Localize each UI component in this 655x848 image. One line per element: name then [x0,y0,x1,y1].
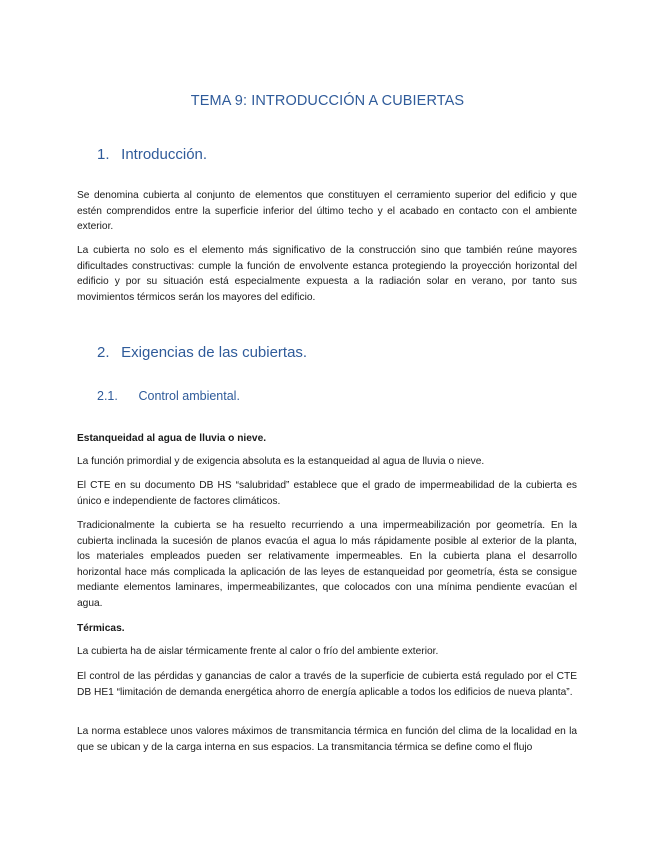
section-title: Introducción. [121,146,208,163]
subsection-heading-control-ambiental [97,389,240,403]
section-number: 2. [97,344,110,361]
section-number: 1. [97,146,110,163]
paragraph: La norma establece unos valores máximos de transmitancia térmica en función del clima de la localidad en la que se ubican y de la carga interna en sus espacios. La transmitancia térmica se define como el flujo [77,726,577,753]
paragraph: La cubierta ha de aislar térmicamente frente al calor o frío del ambiente exterior. [77,646,439,657]
section-heading-exigencias [97,344,307,361]
subsection-number: 2.1. [97,389,118,403]
bold-heading-estanqueidad: Estanqueidad al agua de lluvia o nieve. [77,433,267,444]
paragraph: La cubierta no solo es el elemento más significativo de la construcción sino que también reúne mayores dificultades constructivas: cumple la función de envolvente estanca protegiendo la proyección horizontal del edificio y por su situación está especialmente expuesta a la radiación solar en verano, por tanto sus movimientos térmicos serán los mayores del edificio. [77,245,577,303]
bold-heading-termicas: Térmicas. [77,623,125,634]
paragraph: Se denomina cubierta al conjunto de elementos que constituyen el cerramiento superior del edificio y que estén comprendidos entre la superficie inferior del último techo y el acabado en contacto con el ambiente exterior. [77,190,577,232]
paragraph: Tradicionalmente la cubierta se ha resuelto recurriendo a una impermeabilización por geometría. En la cubierta inclinada la sucesión de planos evacúa el agua lo más rápidamente posible al exterior de la planta, los materiales empleados pueden ser relativamente impermeables. En la cubierta plana el desarrollo horizontal hace más complicada la aplicación de las leyes de estanqueidad por geometría, ésta se consigue mediante elementos laminares, impermeabilizantes, que colocados con una mínima pendiente evacúan el agua. [77,520,577,609]
paragraph: La función primordial y de exigencia absoluta es la estanqueidad al agua de lluvia o nieve. [77,456,485,467]
paragraph: El CTE en su documento DB HS “salubridad” establece que el grado de impermeabilidad de la cubierta es único e independiente de factores climáticos. [77,480,577,507]
section-heading-introduccion [97,146,207,163]
paragraph: El control de las pérdidas y ganancias de calor a través de la superficie de cubierta está regulado por el CTE DB HE1 “limitación de demanda energética ahorro de energía aplicable a todos los edificios de nueva planta”. [77,671,577,698]
section-title: Exigencias de las cubiertas. [121,344,308,361]
subsection-title: Control ambiental. [138,389,240,403]
document-title: TEMA 9: INTRODUCCIÓN A CUBIERTAS [190,93,465,109]
